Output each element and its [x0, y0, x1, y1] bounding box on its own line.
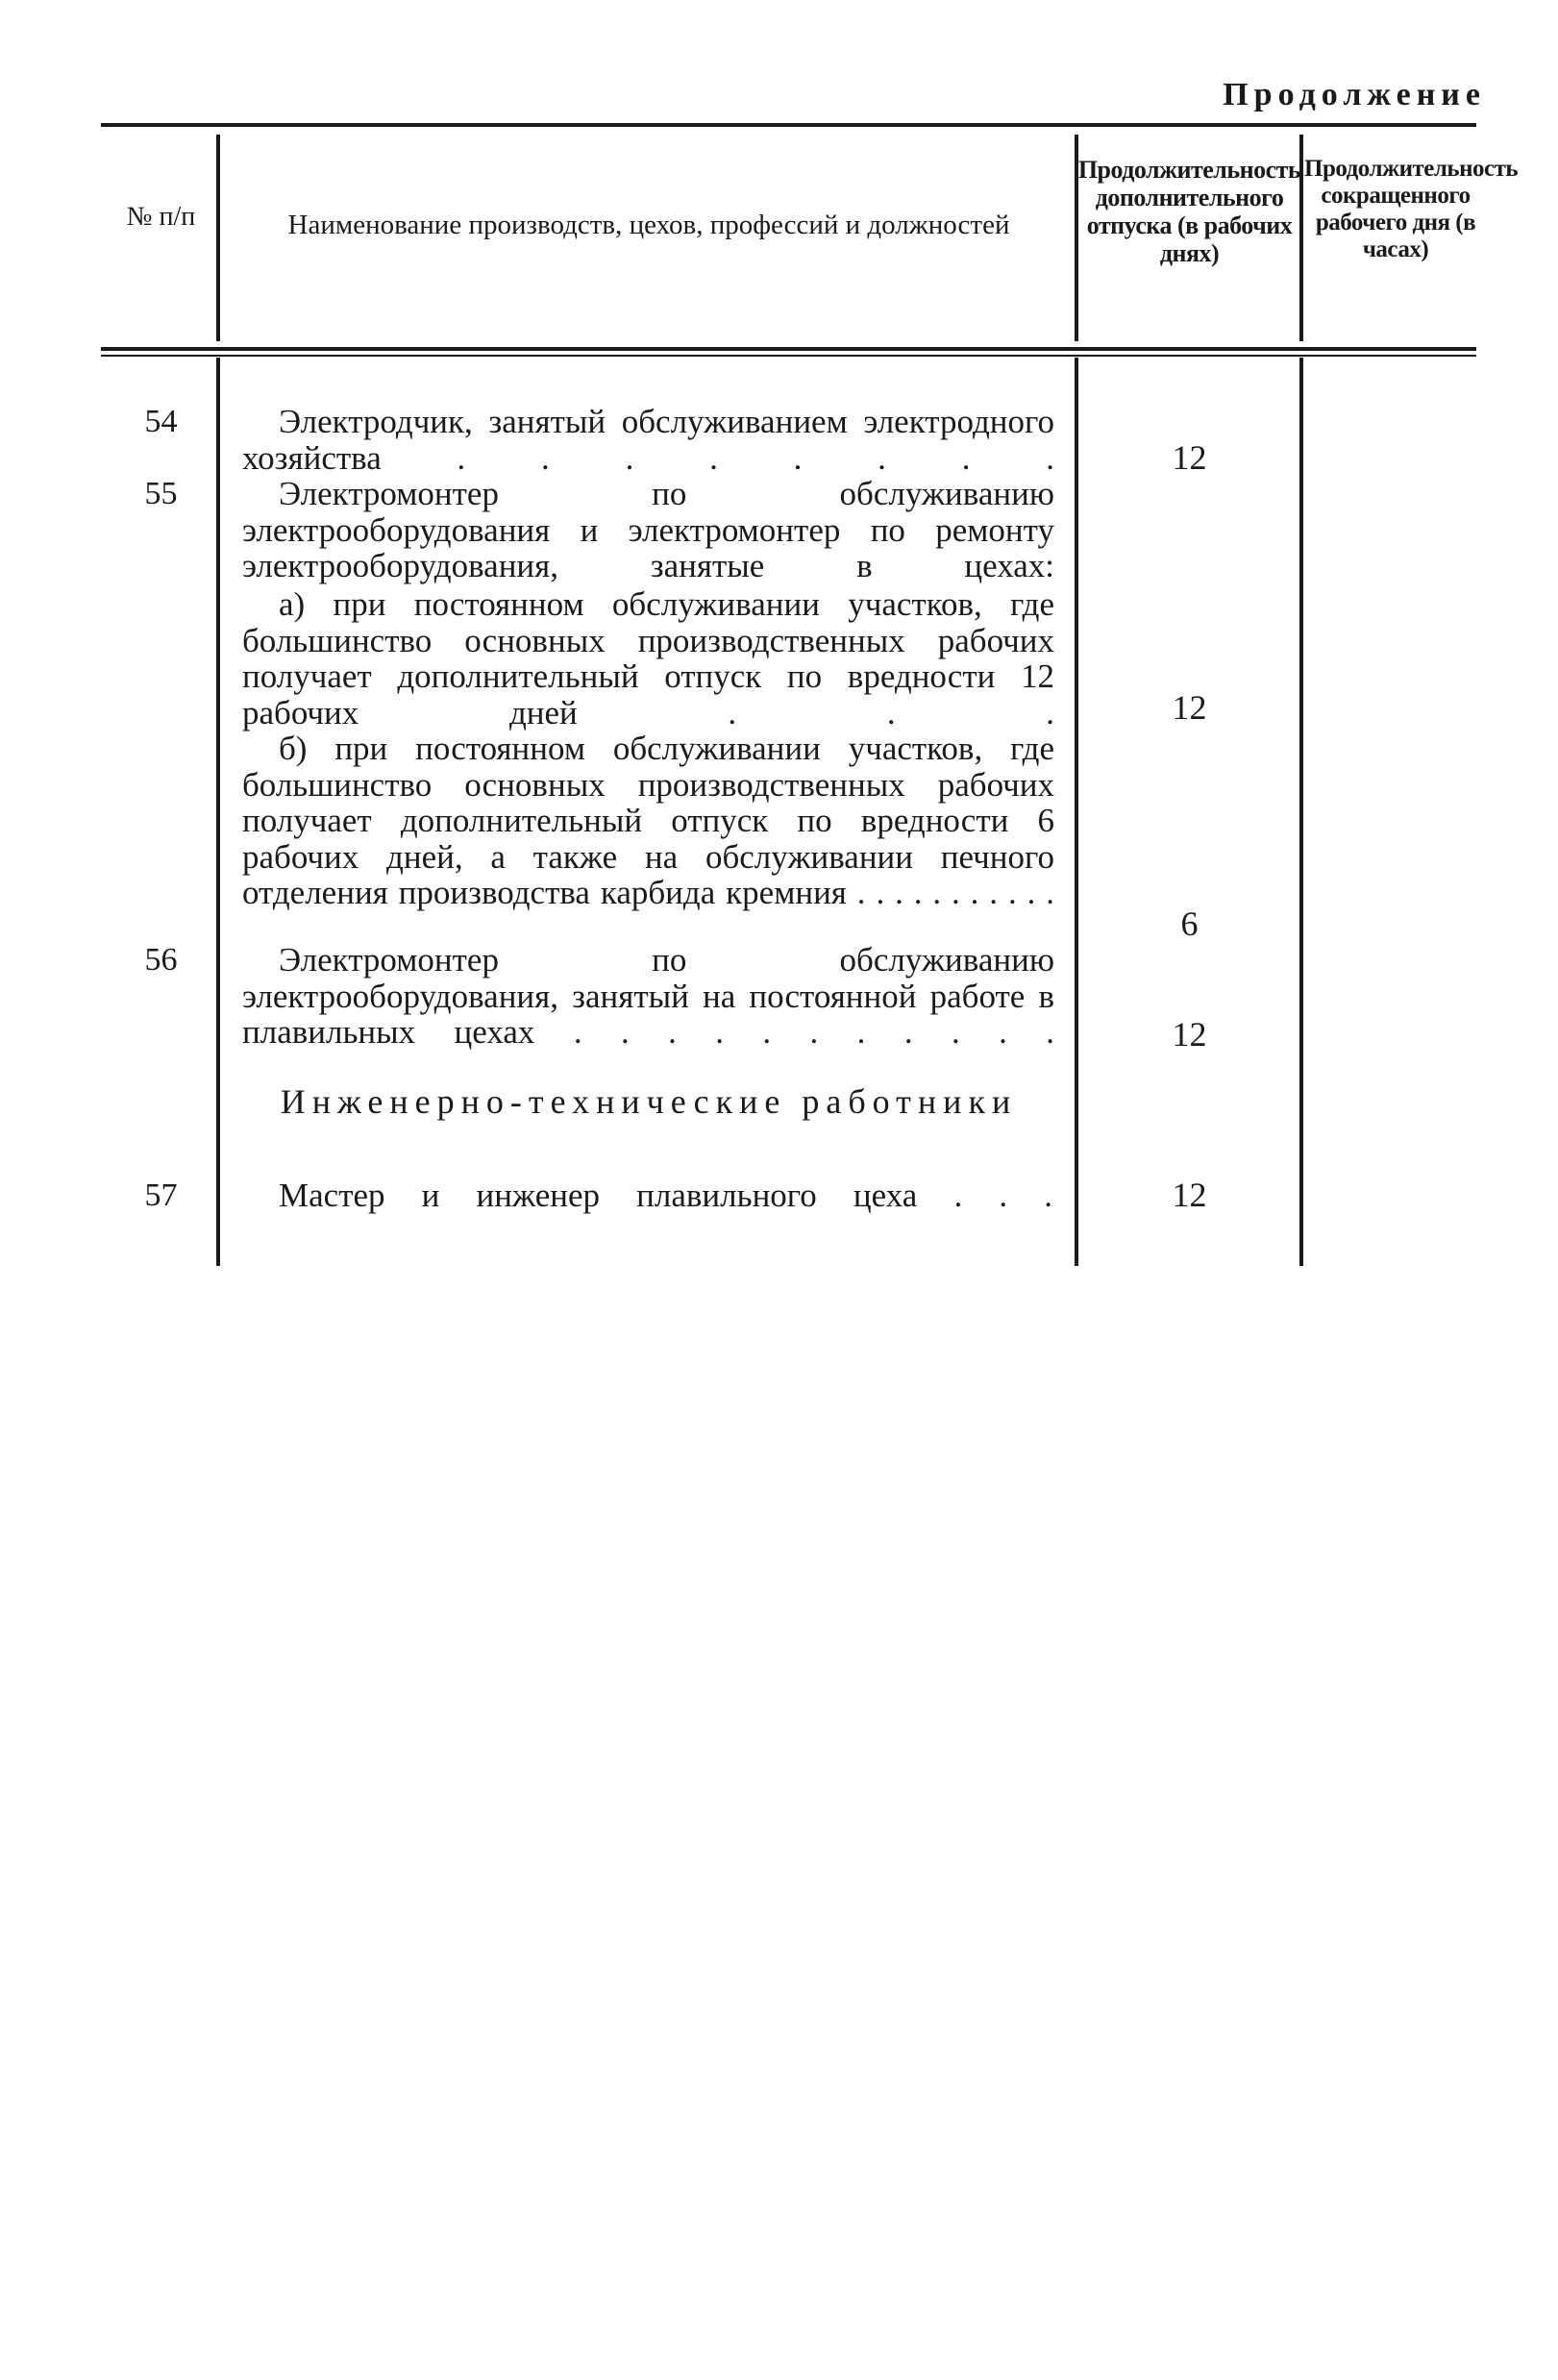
body-col-divider-1 [216, 358, 220, 1266]
header-col-divider-1 [216, 135, 220, 341]
row-value: 12 [1172, 438, 1207, 477]
row-text: Электродчик, занятый обслуживанием электродного хозяйства . . . . . . . . [242, 403, 1054, 477]
row-text: Мастер и инженер плавильного цеха . . . [279, 1177, 1052, 1214]
body-col-divider-2 [1075, 358, 1078, 1266]
continued-label: Продолжение [1223, 77, 1486, 112]
row-number: 55 [144, 476, 178, 511]
row-number: 57 [144, 1178, 178, 1213]
table-top-rule [101, 123, 1476, 127]
row-value: 12 [1172, 1015, 1207, 1054]
row-text: Электромонтер по обслуживанию электрооборудования и электромонтер по ремонту электрооборудования, занятые в цехах: [242, 475, 1054, 584]
header-duration-shortened: Продолжительность сокращенного рабочего дня (в часах) [1304, 156, 1519, 262]
header-number: № п/п [126, 202, 196, 232]
row-value: 12 [1172, 1176, 1207, 1214]
row-text: б) при постоянном обслуживании участков, где большинство основных производственных рабочих получает дополнительный отпуск по вредности 6 рабочих дней, а также на обслуживании печного отделения производства карбида кремния . . . . . . . . . . . [242, 730, 1054, 911]
row-value: 6 [1180, 905, 1199, 943]
body-col-divider-3 [1299, 358, 1303, 1266]
header-bottom-rule [101, 347, 1476, 351]
row-text: Электромонтер по обслуживанию электрооборудования, занятый на постоянной работе в плавильных цехах . . . . . . . . . . . [242, 941, 1054, 1051]
row-number: 56 [144, 942, 178, 978]
row-text: а) при постоянном обслуживании участков, где большинство основных производственных рабочих получает дополнительный отпуск по вредности 12 рабочих дней . . . [242, 585, 1054, 731]
row-value: 12 [1172, 688, 1207, 727]
row-number: 54 [144, 404, 178, 439]
header-name: Наименование производств, цехов, профессий и должностей [287, 210, 1010, 240]
header-bottom-rule-thin [101, 355, 1476, 357]
header-duration-leave: Продолжительность дополнительного отпуска (в рабочих днях) [1077, 156, 1301, 268]
section-heading: Инженерно-технические работники [280, 1082, 1018, 1121]
